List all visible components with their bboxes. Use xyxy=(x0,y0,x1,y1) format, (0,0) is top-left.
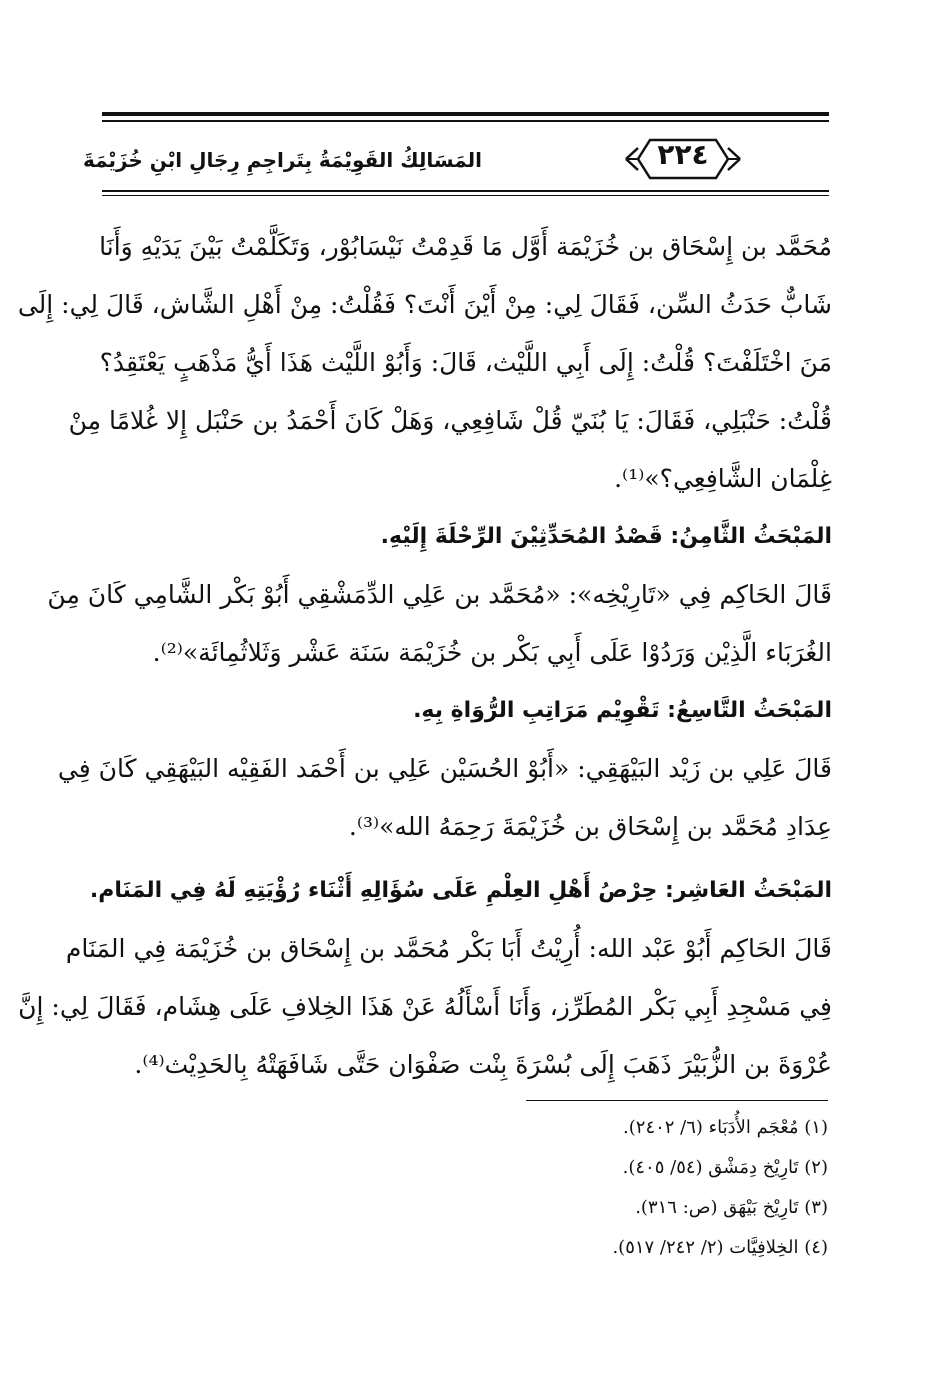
text-line: قَالَ عَلِي بن زَيْد البَيْهَقِي: «أَبُوْ الحُسَيْن عَلِي بن أَحْمَد الفَقِيْه البَيْهَقِي كَانَ فِي xyxy=(57,754,832,783)
text-line: مَنَ اخْتَلَفْتَ؟ قُلْتُ: إِلَى أَبِي اللَّيْث، قَالَ: وَأَبُوْ اللَّيْث هَذَا أَيُّ مَذْهَبٍ يَعْتَقِدُ؟ xyxy=(99,348,832,377)
text-line: قُلْتُ: حَنْبَلِي، فَقَالَ: يَا بُنَيّ قُلْ شَافِعِي، وَهَلْ كَانَ أَحْمَدُ بن حَنْبَل إِلا غُلامًا مِنْ xyxy=(68,406,832,435)
footnote-4: (٤) الخِلافِيَّات (٢/ ٢٤٢/ ٥١٧). xyxy=(612,1237,828,1258)
text-line: مُحَمَّد بن إِسْحَاق بن خُزَيْمَة أَوَّل مَا قَدِمْتُ نَيْسَابُوْر، وَتَكَلَّمْتُ بَيْنَ يَدَيْهِ وَأَنَا xyxy=(99,232,832,261)
text-line: عِدَادِ مُحَمَّد بن إِسْحَاق بن خُزَيْمَةَ رَحِمَهُ الله»⁽³⁾. xyxy=(348,812,832,841)
section-heading-10: المَبْحَثُ العَاشِر: حِرْصُ أَهْلِ العِلْمِ عَلَى سُؤَالِهِ أَثْنَاء رُؤْيَتِهِ لَهُ فِي المَنَام. xyxy=(89,878,832,903)
header-top-thin-rule xyxy=(102,120,829,122)
text-line: الغُرَبَاء الَّذِيْن وَرَدُوْا عَلَى أَبِي بَكْر بن خُزَيْمَة سَنَة عَشْر وَثَلاثُمِائَة»⁽²⁾. xyxy=(152,638,832,667)
text-line: قَالَ الحَاكِم فِي «تَارِيْخِه»: «مُحَمَّد بن عَلِي الدِّمَشْقِي أَبُوْ بَكْر الشَّامِي كَانَ مِنَ xyxy=(47,580,832,609)
footnote-1: (١) مُعْجَم الأُدَبَاء (٦/ ٢٤٠٢). xyxy=(623,1117,828,1138)
page-number: ٢٢٤ xyxy=(657,138,709,171)
page-number-badge xyxy=(624,132,742,186)
section-heading-8: المَبْحَثُ الثَّامِنُ: قَصْدُ المُحَدِّثِيْنَ الرِّحْلَةَ إِلَيْهِ. xyxy=(380,524,832,549)
text-line: قَالَ الحَاكِم أَبُوْ عَبْد الله: أُرِيْتُ أَبَا بَكْر مُحَمَّد بن إِسْحَاق بن خُزَيْمَة فِي المَنَام xyxy=(65,934,832,963)
text-line: غِلْمَان الشَّافِعِي؟»⁽¹⁾. xyxy=(614,464,832,493)
main-text xyxy=(17,218,832,1094)
footnote-2: (٢) تَارِيْخ دِمَشْق (٥٤/ ٤٠٥). xyxy=(622,1157,828,1178)
text-line: فِي مَسْجِدِ أَبِي بَكْر المُطَرِّز، وَأَنَا أَسْأَلُهُ عَنْ هَذَا الخِلافِ عَلَى هِشَام، فَقَالَ لِي: إِنَّ xyxy=(18,992,832,1021)
page-header xyxy=(82,112,829,208)
header-bottom-thin-rule xyxy=(102,195,829,196)
text-line: عُرْوَةَ بن الزُّبَيْرَ ذَهَبَ إِلَى بُسْرَةَ بِنْت صَفْوَان حَتَّى شَافَهَتْهُ بِالحَدِيْث⁽⁴⁾. xyxy=(134,1050,832,1079)
text-line: شَابٌّ حَدَثُ السِّن، فَقَالَ لِي: مِنْ أَيْنَ أَنْتَ؟ فَقُلْتُ: مِنْ أَهْلِ الشَّاش، قَالَ لِي: إِلَى xyxy=(17,290,832,319)
header-top-rule xyxy=(102,112,829,116)
footnotes xyxy=(100,1108,828,1268)
footnote-divider xyxy=(526,1100,828,1101)
footnote-3: (٣) تَارِيْخ بَيْهَق (ص: ٣١٦). xyxy=(635,1197,828,1218)
header-bottom-rule xyxy=(102,190,829,192)
book-title: المَسَالِكُ القَوِيْمَةُ بِتَراجِمِ رِجَالِ ابْنِ خُزَيْمَةَ xyxy=(82,148,482,172)
section-heading-9: المَبْحَثُ التَّاسِعُ: تَقْوِيْم مَرَاتِبِ الرُّوَاةِ بِهِ. xyxy=(413,698,832,723)
